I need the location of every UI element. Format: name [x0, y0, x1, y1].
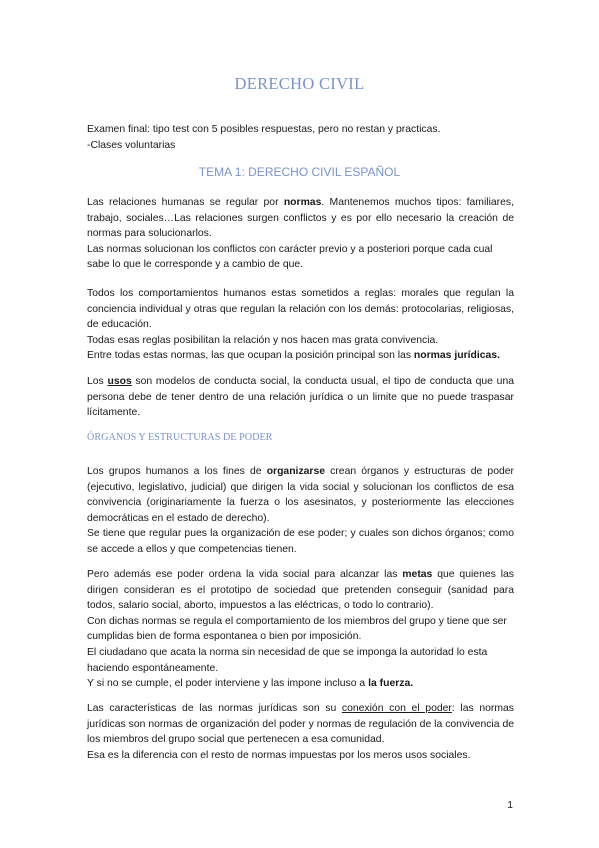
paragraph-text: Las normas solucionan los conflictos con carácter previo y a posteriori porque cada cual sabe lo que le corresponde y a cambio de que. — [87, 243, 493, 271]
bold-underlined-term: usos — [107, 376, 132, 387]
paragraph-reglas — [87, 286, 514, 364]
paragraph-text — [87, 676, 514, 692]
paragraph-text: Todas esas reglas posibilitan la relación y nos hacen mas grata convivencia. — [87, 334, 439, 346]
paragraph-text — [87, 348, 514, 364]
paragraph-text — [87, 195, 514, 242]
paragraph-usos — [87, 374, 514, 421]
bold-term: la fuerza. — [368, 678, 414, 690]
paragraph-text: Se tiene que regular pues la organización de ese poder; y cuales son dichos órganos; como se accede a ellos y que competencias tienen. — [87, 528, 514, 555]
text-run: Los grupos humanos a los fines de — [87, 466, 267, 477]
bold-term: normas jurídicas. — [413, 350, 500, 362]
paragraph-text — [87, 374, 514, 421]
text-run: Entre todas estas normas, las que ocupan la posición principal son las — [87, 350, 414, 362]
text-run: Pero además ese poder ordena la vida social para alcanzar las — [87, 569, 403, 580]
text-run: son modelos de conducta social, la conducta usual, el tipo de conducta que una persona debe de tener dentro de una relación jurídica o un limite que no puede traspasar lícitamente. — [87, 376, 515, 419]
text-run: que quienes las dirigen consideran es el prototipo de sociedad que pretenden conseguir (sanidad para todos, salario social, aborto, impuestos a las eléctricas, o todo lo contrario). — [87, 569, 514, 612]
text-run: . Mantenemos muchos tipos: familiares, trabajo, sociales…Las relaciones surgen conflictos y es por ello necesario la creación de normas para solucionarlos. — [87, 197, 514, 240]
text-run: Las relaciones humanas se regular por — [87, 197, 284, 208]
paragraph-text: Esa es la diferencia con el resto de normas impuestas por los meros usos sociales. — [87, 749, 471, 761]
subheading-organos: ÓRGANOS Y ESTRUCTURAS DE PODER — [87, 432, 273, 443]
paragraph-metas — [87, 567, 514, 692]
intro-line-exam: Examen final: tipo test con 5 posibles respuestas, pero no restan y practicas. — [87, 124, 441, 135]
intro-notes — [87, 122, 527, 153]
paragraph-text — [87, 701, 514, 748]
page-number: 1 — [507, 800, 513, 811]
paragraph-text — [87, 567, 514, 614]
paragraph-text: Todos los comportamientos humanos estas sometidos a reglas: morales que regulan la conciencia individual y otras que regulan la relación con los demás: protocolarias, religiosas, de educación. — [87, 288, 514, 331]
text-run: Y si no se cumple, el poder interviene y las impone incluso a — [87, 678, 369, 690]
paragraph-text: El ciudadano que acata la norma sin necesidad de que se imponga la autoridad lo esta haciendo espontáneamente. — [87, 646, 488, 674]
text-run: Los — [87, 376, 108, 387]
text-run: Las características de las normas jurídicas son su — [87, 703, 342, 714]
text-run: : las normas jurídicas son normas de organización del poder y normas de regulación de la convivencia de los miembros del grupo social que pertenecen a esa comunidad. — [87, 703, 515, 746]
section-heading: TEMA 1: DERECHO CIVIL ESPAÑOL — [198, 165, 401, 179]
document-title: DERECHO CIVIL — [234, 74, 365, 93]
text-run: crean órganos y estructuras de poder (ejecutivo, legislativo, judicial) que dirigen la vida social y solucionan los conflictos de esa convivencia (originariamente la fuerza o los asesinatos, y posteriormente las elecciones democráticas en el estado de derecho). — [87, 466, 515, 524]
paragraph-text — [87, 464, 514, 526]
paragraph-organos — [87, 464, 514, 558]
bold-term: organizarse — [266, 466, 326, 477]
underlined-term: conexión con el poder — [341, 703, 452, 714]
paragraph-caracteristicas — [87, 701, 514, 763]
bold-term: normas — [283, 197, 322, 208]
paragraph-text: Con dichas normas se regula el comportamiento de los miembros del grupo y tiene que ser cumplidas bien de forma espontanea o bien por imposición. — [87, 615, 507, 643]
intro-line-classes: -Clases voluntarias — [87, 139, 176, 151]
paragraph-normas — [87, 195, 514, 273]
bold-term: metas — [402, 569, 433, 580]
